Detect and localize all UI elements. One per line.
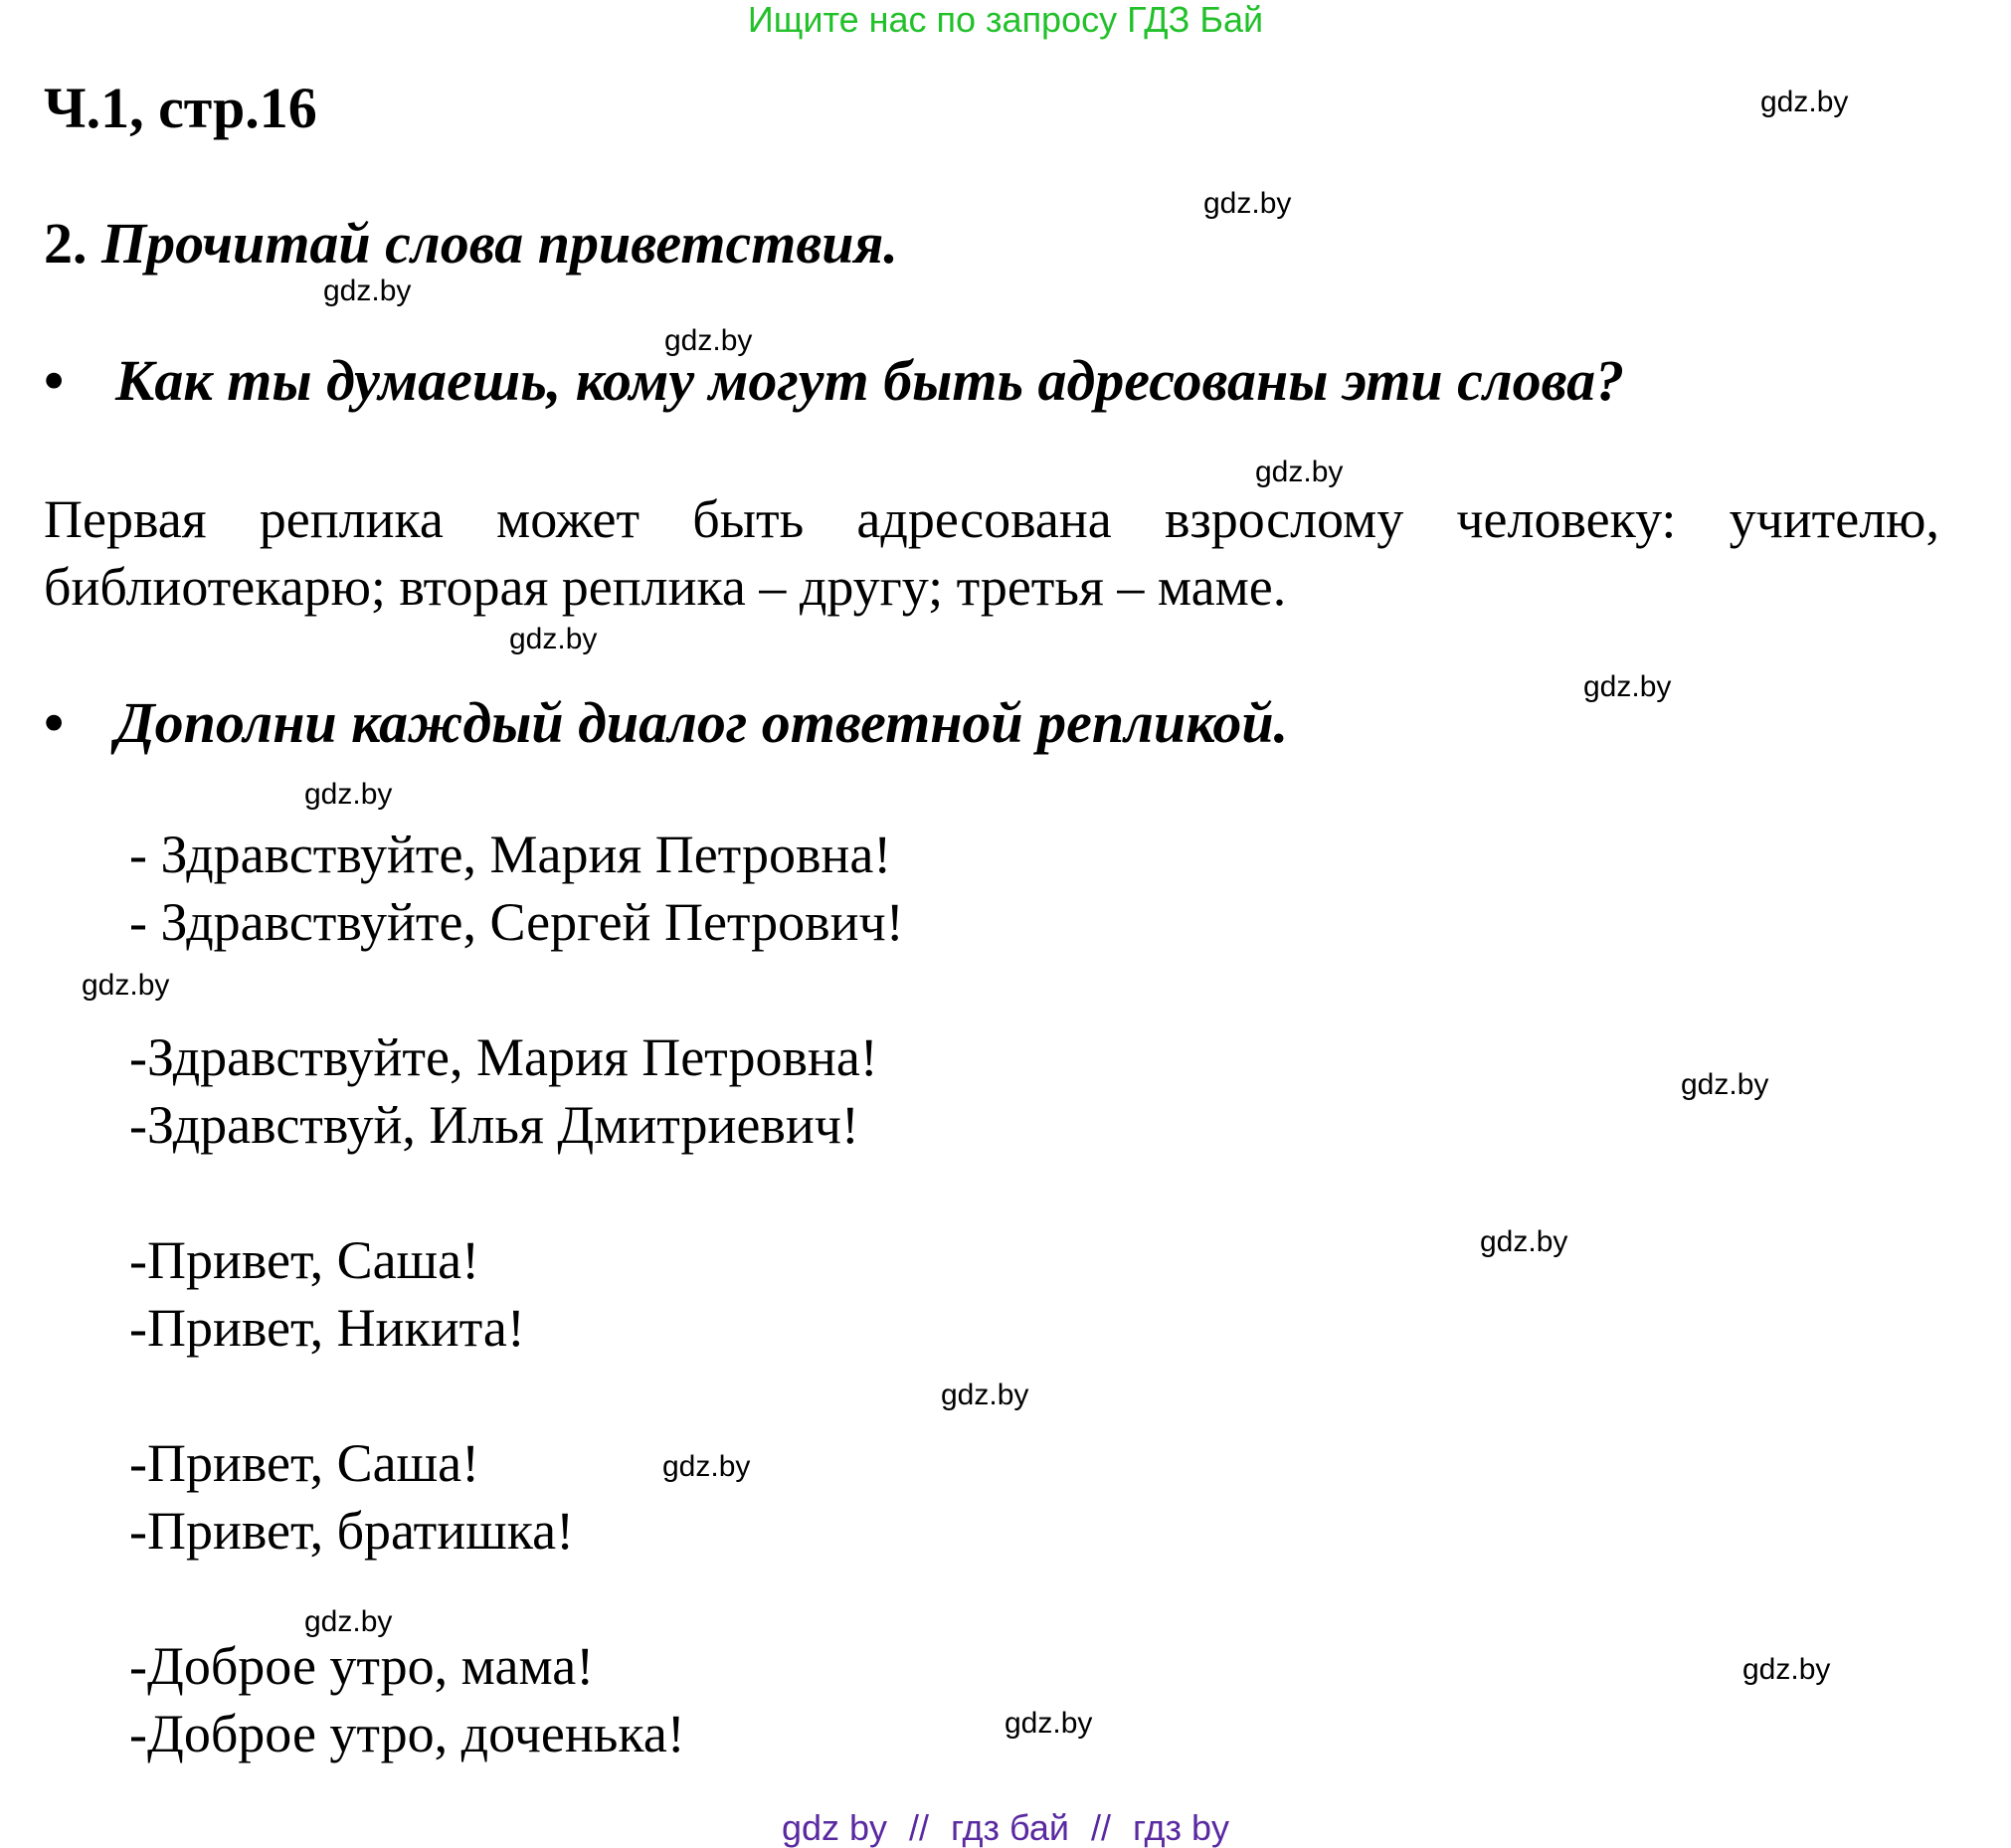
dialog-1-line-2: - Здравствуйте, Сергей Петрович! [129, 892, 904, 952]
watermark: gdz.by [941, 1379, 1029, 1411]
footer-part-1: gdz by [781, 1807, 888, 1848]
answer-paragraph: Первая реплика может быть адресована взрослому человеку: учителю, библиотекарю; вторая реплика – другу; третья – маме. [44, 489, 1939, 617]
footer [0, 1808, 2011, 1848]
task-number: 2. [44, 211, 88, 276]
dialog-2-line-1: -Здравствуйте, Мария Петровна! [129, 1027, 878, 1087]
watermark: gdz.by [662, 1450, 751, 1483]
question-text: Дополни каждый диалог ответной репликой. [115, 690, 1289, 755]
bullet-icon: • [44, 690, 65, 755]
task-text: Прочитай слова приветствия. [101, 211, 898, 276]
watermark: gdz.by [323, 275, 412, 307]
question-2 [44, 690, 1288, 756]
footer-part-3: гдз by [1133, 1807, 1230, 1848]
dialog-3-line-2: -Привет, Никита! [129, 1298, 525, 1358]
watermark: gdz.by [1255, 456, 1344, 488]
watermark: gdz.by [1583, 670, 1672, 703]
watermark: gdz.by [1681, 1068, 1769, 1101]
watermark: gdz.by [1203, 187, 1292, 220]
watermark: gdz.by [304, 1605, 393, 1638]
watermark: gdz.by [1480, 1225, 1568, 1258]
watermark: gdz.by [82, 969, 170, 1002]
dialog-5-line-1: -Доброе утро, мама! [129, 1636, 595, 1696]
watermark: gdz.by [1742, 1653, 1831, 1686]
page-reference: Ч.1, стр.16 [44, 76, 317, 140]
watermark: gdz.by [509, 623, 598, 655]
footer-part-2: гдз бай [951, 1807, 1069, 1848]
dialog-4-line-1: -Привет, Саша! [129, 1433, 480, 1493]
dialog-1-line-1: - Здравствуйте, Мария Петровна! [129, 825, 892, 884]
dialog-2-line-2: -Здравствуй, Илья Дмитриевич! [129, 1095, 859, 1155]
watermark: gdz.by [1005, 1707, 1093, 1740]
watermark: gdz.by [304, 778, 393, 811]
bullet-icon: • [44, 348, 65, 413]
watermark: gdz.by [1760, 86, 1849, 118]
top-banner: Ищите нас по запросу ГДЗ Бай [747, 0, 1264, 40]
dialog-5-line-2: -Доброе утро, доченька! [129, 1704, 685, 1763]
dialog-3-line-1: -Привет, Саша! [129, 1230, 480, 1290]
watermark: gdz.by [664, 324, 753, 357]
question-1 [44, 348, 1624, 414]
footer-separator: // [1090, 1807, 1111, 1848]
task-heading [44, 211, 898, 277]
question-text: Как ты думаешь, кому могут быть адресованы эти слова? [115, 348, 1625, 413]
footer-separator: // [909, 1807, 930, 1848]
dialog-4-line-2: -Привет, братишка! [129, 1501, 575, 1561]
